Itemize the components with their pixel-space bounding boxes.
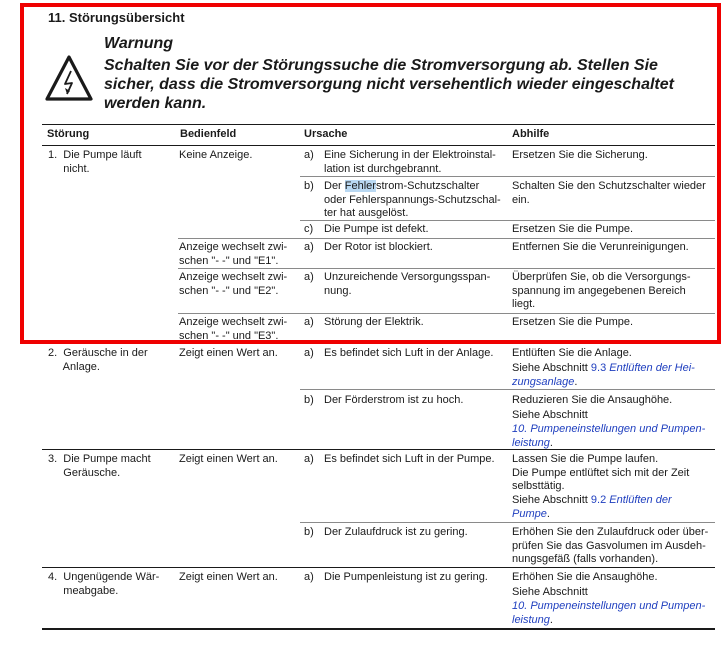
table-bottom-rule [42,628,715,630]
panel-value: Zeigt einen Wert an. [179,347,278,359]
cause-text: Der Rotor ist blockiert. [324,241,433,253]
row-rule [300,522,715,523]
panel-e3: Anzeige wechselt zwi- schen "- -" und "E3". [179,316,288,342]
panel-value: Zeigt einen Wert an. [179,571,278,583]
panel-keine-anzeige: Keine Anzeige. [179,149,253,161]
cause-text: Eine Sicherung in der Elektroinstal- lation ist durchgebrannt. [324,149,496,175]
selected-text-highlight[interactable]: Fehler [344,180,376,192]
warning-text: Schalten Sie vor der Störungssuche die Stromversorgung ab. Stellen Sie sicher, dass die Stromversorgung nicht versehentlich wieder eingeschaltet werden kann. [104,57,674,112]
remedy-text: Ersetzen Sie die Pumpe. [512,316,634,328]
cause-letter: a) [304,149,314,161]
col-header-stoerung: Störung [47,128,90,140]
col-header-bedienfeld: Bedienfeld [180,128,237,140]
cause-text: Unzureichende Versorgungsspan- nung. [324,271,491,297]
section-title: 11. Störungsübersicht [48,10,185,25]
warning-heading: Warnung [104,35,174,52]
remedy-text: Schalten Sie den Schutzschalter wieder ein. [512,180,706,206]
remedy-text: Erhöhen Sie die Ansaughöhe. [512,571,658,583]
cause-letter: a) [304,271,314,283]
remedy-text: Ersetzen Sie die Pumpe. [512,223,634,235]
remedy-text: Entlüften Sie die Anlage. [512,347,632,359]
cause-text: Die Pumpenleistung ist zu gering. [324,571,488,583]
remedy-reference: Siehe Abschnitt 9.3 Entlüften der Hei- zungsanlage. [512,362,695,388]
cause-text: Der Fehlerstrom-Schutzschalter oder Fehlerspannungs-Schutzschal- ter hat ausgelöst. [324,180,501,219]
remedy-text: Entfernen Sie die Verunreinigungen. [512,241,689,253]
remedy-reference: Siehe Abschnitt [512,409,588,421]
remedy-text: Ersetzen Sie die Sicherung. [512,149,648,161]
cause-letter: b) [304,526,314,538]
panel-e2: Anzeige wechselt zwi- schen "- -" und "E2". [179,271,288,297]
panel-value: Zeigt einen Wert an. [179,453,278,465]
cause-letter: b) [304,394,314,406]
panel-e1: Anzeige wechselt zwi- schen "- -" und "E1". [179,241,288,267]
section-link[interactable]: 10. Pumpeneinstellungen und Pumpen- leistung. [512,423,706,449]
cause-text: Der Zulaufdruck ist zu gering. [324,526,468,538]
row-rule [42,567,715,568]
cause-letter: a) [304,241,314,253]
remedy-text: Erhöhen Sie den Zulaufdruck oder über- prüfen Sie das Gasvolumen im Ausdeh- nungsgefäß (falls vorhanden). [512,526,709,565]
cause-text: Es befindet sich Luft in der Pumpe. [324,453,495,465]
cause-text: Störung der Elektrik. [324,316,424,328]
remedy-text: Reduzieren Sie die Ansaughöhe. [512,394,673,406]
cause-letter: a) [304,316,314,328]
remedy-text: Lassen Sie die Pumpe laufen. Die Pumpe entlüftet sich mit der Zeit selbsttätig. [512,453,690,492]
col-header-abhilfe: Abhilfe [512,128,550,140]
cause-letter: a) [304,571,314,583]
stoerung-1: 1. Die Pumpe läuft nicht. [48,149,142,175]
stoerung-2: 2. Geräusche in der Anlage. [48,347,148,373]
cause-text: Der Förderstrom ist zu hoch. [324,394,464,406]
remedy-text: Überprüfen Sie, ob die Versorgungs- spannung im angegebenen Bereich liegt. [512,271,691,310]
row-rule [42,449,715,450]
stoerung-3: 3. Die Pumpe macht Geräusche. [48,453,151,479]
remedy-reference: Siehe Abschnitt [512,586,588,598]
cause-letter: b) [304,180,314,192]
section-link[interactable]: 9.2 Entlüften der Pumpe [512,494,672,520]
cause-text: Es befindet sich Luft in der Anlage. [324,347,494,359]
col-header-ursache: Ursache [304,128,348,140]
cause-letter: a) [304,453,314,465]
cause-text: Die Pumpe ist defekt. [324,223,429,235]
cause-letter: c) [304,223,314,235]
section-link[interactable]: 10. Pumpeneinstellungen und Pumpen- leistung. [512,600,706,626]
stoerung-4: 4. Ungenügende Wär- meabgabe. [48,571,160,597]
cause-letter: a) [304,347,314,359]
row-rule [300,389,715,390]
section-link[interactable]: 9.3 Entlüften der Hei- zungsanlage [512,362,695,388]
highlight-box [20,3,721,344]
remedy-reference: Siehe Abschnitt 9.2 Entlüften der Pumpe. [512,494,672,520]
